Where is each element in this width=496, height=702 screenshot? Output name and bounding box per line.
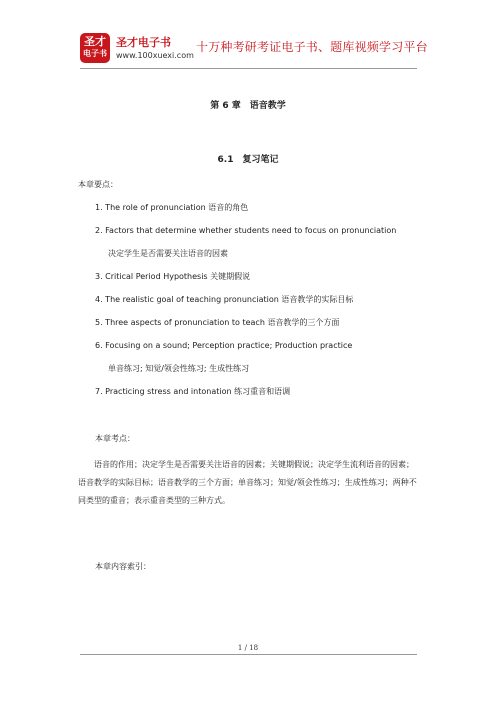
page-header <box>0 0 496 72</box>
key-point-item: 5. Three aspects of pronunciation to teach 语音教学的三个方面 <box>95 318 340 327</box>
page-number: 1 / 18 <box>237 644 259 652</box>
key-point-item-translation: 决定学生是否需要关注语音的因素 <box>108 249 228 258</box>
section-title: 6.1 复习笔记 <box>217 155 279 165</box>
logo-top-text: 圣才 <box>84 35 106 48</box>
exam-points-text: 语音的作用；决定学生是否需要关注语音的因素；关键期假说；决定学生流利语音的因素；语音教学的实际目标；语音教学的三个方面；单音练习；知觉/领会性练习；生成性练习；两种不同类型的重音；表示重音类型的三种方式。 <box>78 460 417 505</box>
logo-bottom-text: 电子书 <box>83 49 107 58</box>
brand-url: www.100xuexi.com <box>116 51 194 60</box>
key-points-heading: 本章要点： <box>78 180 118 189</box>
logo <box>80 33 110 63</box>
exam-points-heading: 本章考点： <box>95 434 135 443</box>
key-point-item: 6. Focusing on a sound; Perception practice; Production practice <box>95 341 353 350</box>
header-slogan: 十万种考研考证电子书、题库视频学习平台 <box>196 40 428 54</box>
footer-divider <box>80 654 417 655</box>
brand-name: 圣才电子书 <box>116 36 171 49</box>
content-index-heading: 本章内容索引： <box>95 562 151 571</box>
key-point-item: 4. The realistic goal of teaching pronunciation 语音教学的实际目标 <box>95 295 354 304</box>
key-point-item: 2. Factors that determine whether students need to focus on pronunciation <box>95 226 397 235</box>
key-point-item-translation: 单音练习; 知觉/领会性练习; 生成性练习 <box>108 364 250 373</box>
key-point-item: 3. Critical Period Hypothesis 关键期假说 <box>95 272 251 281</box>
key-point-item: 7. Practicing stress and intonation 练习重音和语调 <box>95 387 291 396</box>
key-point-item: 1. The role of pronunciation 语音的角色 <box>95 203 249 212</box>
chapter-title: 第 6 章 语音教学 <box>210 101 286 111</box>
header-divider <box>80 68 417 69</box>
